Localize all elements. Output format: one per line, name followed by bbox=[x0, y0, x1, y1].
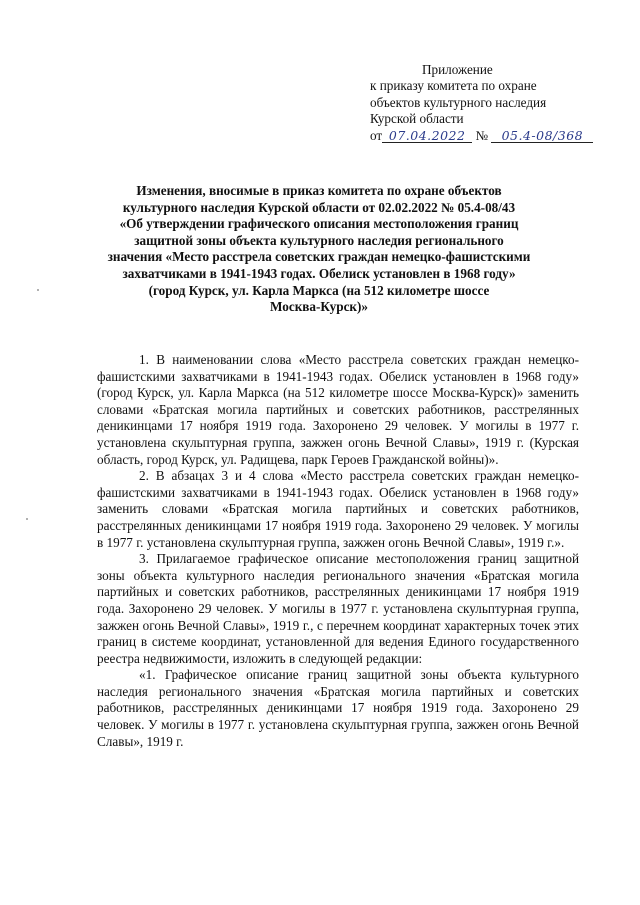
paragraph-2: 2. В абзацах 3 и 4 слова «Место расстрела советских граждан немецко-фашистскими захватчиками в 1941-1943 годах. Обелиск установлен в 1968 году» заменить словами «Братская могила партийных и советских работников, расстрелянных деникинцами 17 ноября 1919 года. Захоронено 29 человек. У могилы в 1977 г. установлена скульптурная группа, зажжен огонь Вечной Славы», 1919 г.». bbox=[97, 468, 579, 550]
title-line: культурного наследия Курской области от 02.02.2022 № 05.4-08/43 bbox=[122, 199, 516, 215]
number-label: № bbox=[475, 127, 489, 143]
title-line: захватчиками в 1941-1943 годах. Обелиск установлен в 1968 году» bbox=[122, 265, 516, 281]
title-line: значения «Место расстрела советских граждан немецко-фашистскими bbox=[107, 249, 531, 265]
handwritten-number: 05.4-08/368 bbox=[491, 129, 593, 143]
scan-speck bbox=[37, 289, 39, 291]
appendix-line: объектов культурного наследия bbox=[370, 94, 547, 110]
document-title bbox=[96, 183, 542, 316]
document-body bbox=[97, 352, 579, 750]
title-line: Москва-Курск)» bbox=[269, 299, 369, 315]
title-line: защитной зоны объекта культурного наследия регионального bbox=[134, 232, 504, 248]
handwritten-date: 07.04.2022 bbox=[382, 129, 472, 143]
appendix-line: Курской области bbox=[370, 111, 464, 127]
paragraph-4: «1. Графическое описание границ защитной зоны объекта культурного наследия регионального значения «Братская могила партийных и советских работников, расстрелянных деникинцами 17 ноября 1919 года. Захоронено 29 человек. У могилы в 1977 г. установлена скульптурная группа, зажжен огонь Вечной Славы», 1919 г. bbox=[97, 667, 579, 749]
title-line: Изменения, вносимые в приказ комитета по охране объектов bbox=[136, 183, 502, 198]
from-label: от bbox=[370, 127, 383, 143]
appendix-line: к приказу комитета по охране bbox=[370, 78, 537, 94]
appendix-block bbox=[370, 62, 600, 144]
title-line: «Об утверждении графического описания местоположения границ bbox=[119, 216, 519, 232]
appendix-date-number bbox=[370, 128, 600, 144]
title-line: (город Курск, ул. Карла Маркса (на 512 километре шоссе bbox=[148, 282, 490, 298]
scan-speck bbox=[26, 518, 28, 520]
paragraph-1: 1. В наименовании слова «Место расстрела советских граждан немецко-фашистскими захватчиками в 1941-1943 годах. Обелиск установлен в 1968 году» (город Курск, ул. Карла Маркса (на 512 километре шоссе Москва-Курск)» заменить словами «Братская могила партийных и советских работников, расстрелянных деникинцами 17 ноября 1919 года. Захоронено 29 человек. У могилы в 1977 г. установлена скульптурная группа, зажжен огонь Вечной Славы», 1919 г. (Курская область, город Курск, ул. Радищева, парк Героев Гражданской войны)». bbox=[97, 352, 579, 467]
paragraph-3: 3. Прилагаемое графическое описание местоположения границ защитной зоны объекта культурного наследия регионального значения «Братская могила партийных и советских работников, расстрелянных деникинцами 17 ноября 1919 года. Захоронено 29 человек. У могилы в 1977 г. установлена скульптурная группа, зажжен огонь Вечной Славы», 1919 г., с перечнем координат характерных точек этих границ в системе координат, установленной для ведения Единого государственного реестра недвижимости, изложить в следующей редакции: bbox=[97, 551, 579, 666]
appendix-heading: Приложение bbox=[422, 62, 493, 77]
